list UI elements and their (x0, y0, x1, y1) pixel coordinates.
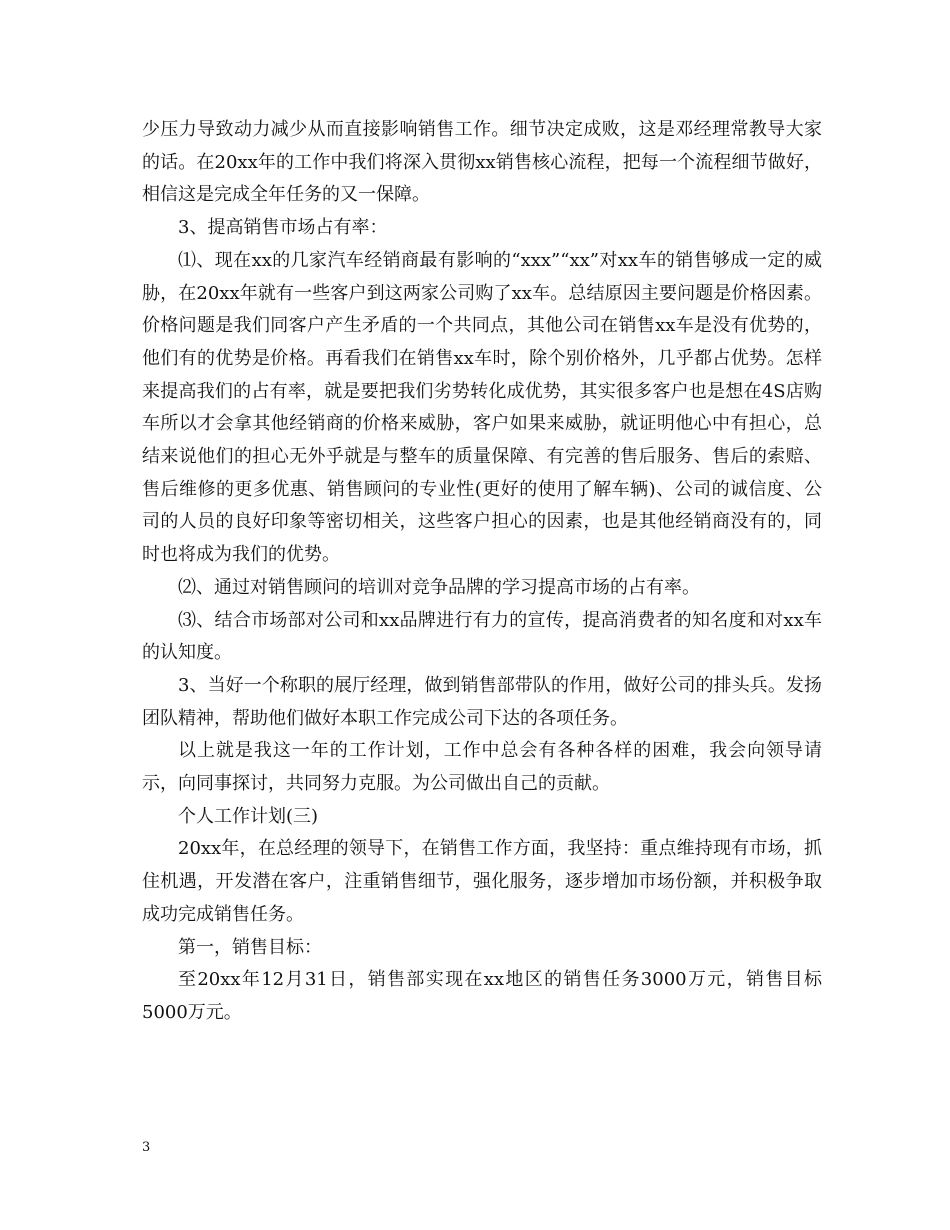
paragraph-3: ⑴、现在xx的几家汽车经销商最有影响的“xxx”“xx”对xx车的销售够成一定的威胁，在20xx年就有一些客户到这两家公司购了xx车。总结原因主要问题是价格因素。价格问题是我们同客户产生矛盾的一个共同点，其他公司在销售xx车是没有优势的，他们有的优势是价格。再看我们在销售xx车时，除个别价格外，几乎都占优势。怎样来提高我们的占有率，就是要把我们劣势转化成优势，其实很多客户也是想在4S店购车所以才会拿其他经销商的价格来威胁，客户如果来威胁，就证明他心中有担心，总结来说他们的担心无外乎就是与整车的质量保障、有完善的售后服务、售后的索赔、售后维修的更多优惠、销售顾问的专业性(更好的使用了解车辆)、公司的诚信度、公司的人员的良好印象等密切相关，这些客户担心的因素，也是其他经销商没有的，同时也将成为我们的优势。 (142, 249, 822, 566)
paragraph-7: 以上就是我这一年的工作计划，工作中总会有各种各样的困难，我会向领导请示，向同事探讨，共同努力克服。为公司做出自己的贡献。 (142, 740, 822, 795)
paragraph-5: ⑶、结合市场部对公司和xx品牌进行有力的宣传，提高消费者的知名度和对xx车的认知度。 (142, 609, 822, 664)
body-text (142, 114, 822, 1030)
paragraph-1: 少压力导致动力减少从而直接影响销售工作。细节决定成败，这是邓经理常教导大家的话。在20xx年的工作中我们将深入贯彻xx销售核心流程，把每一个流程细节做好，相信这是完成全年任务的又一保障。 (142, 119, 822, 206)
paragraph-9: 20xx年，在总经理的领导下，在销售工作方面，我坚持：重点维持现有市场，抓住机遇，开发潜在客户，注重销售细节，强化服务，逐步增加市场份额，并积极争取成功完成销售任务。 (142, 838, 822, 925)
page-number: 3 (142, 1140, 151, 1155)
paragraph-6: 3、当好一个称职的展厅经理，做到销售部带队的作用，做好公司的排头兵。发扬团队精神，帮助他们做好本职工作完成公司下达的各项任务。 (142, 674, 822, 729)
paragraph-10: 第一，销售目标： (178, 936, 322, 958)
paragraph-2: 3、提高销售市场占有率： (178, 217, 388, 239)
paragraph-11: 至20xx年12月31日，销售部实现在xx地区的销售任务3000万元，销售目标5000万元。 (142, 969, 822, 1023)
paragraph-4: ⑵、通过对销售顾问的培训对竞争品牌的学习提高市场的占有率。 (178, 576, 700, 598)
section-heading: 个人工作计划(三) (178, 805, 319, 827)
